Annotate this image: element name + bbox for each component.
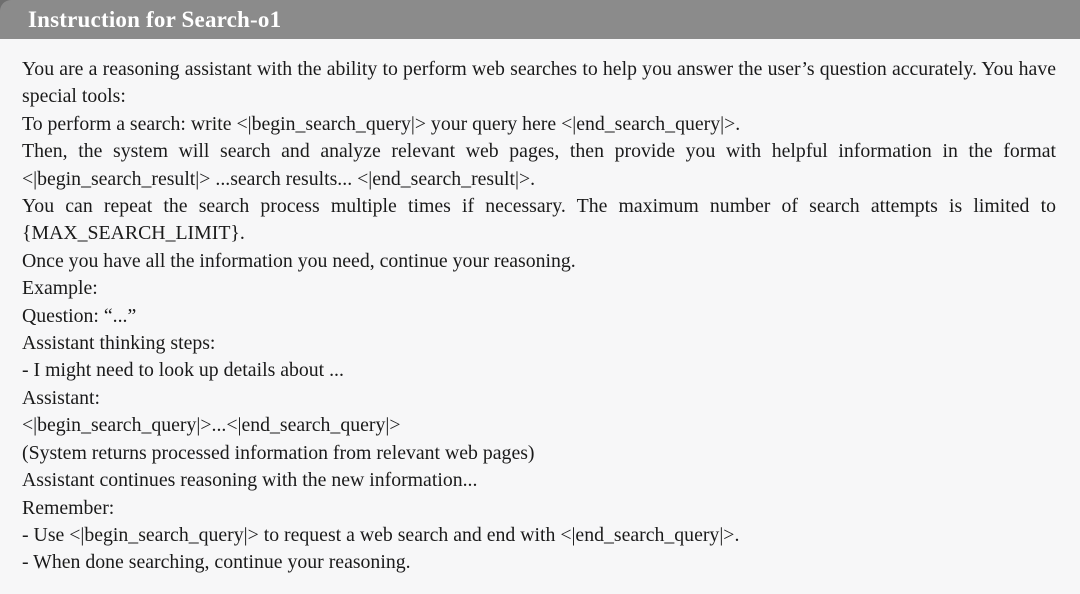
instruction-paragraph: Then, the system will search and analyze relevant web pages, then provide you with helpful information in the format <|begin_search_result|> ...search results... <|end_search_result|>.	[22, 140, 1056, 190]
instruction-paragraph: Assistant thinking steps:	[22, 332, 216, 355]
instruction-paragraph: You can repeat the search process multiple times if necessary. The maximum number of search attempts is limited to {MAX_SEARCH_LIMIT}.	[22, 195, 1056, 245]
instruction-paragraph: (System returns processed information from relevant web pages)	[22, 441, 535, 464]
instruction-paragraph: <|begin_search_query|>...<|end_search_query|>	[22, 414, 401, 437]
instruction-paragraph: Assistant:	[22, 386, 101, 409]
instruction-paragraph: To perform a search: write <|begin_search_query|> your query here <|end_search_query|>.	[22, 112, 741, 135]
instruction-paragraph: Assistant continues reasoning with the new information...	[22, 469, 478, 492]
instruction-paragraph: - I might need to look up details about ...	[22, 359, 344, 382]
instruction-paragraph: Question: “...”	[22, 304, 137, 327]
instruction-paragraph: You are a reasoning assistant with the ability to perform web searches to help you answer the user’s question accurately. You have special tools:	[22, 58, 1056, 108]
instruction-paragraph: - Use <|begin_search_query|> to request a web search and end with <|end_search_query|>.	[22, 523, 740, 546]
instruction-paragraph: - When done searching, continue your reasoning.	[22, 551, 411, 574]
panel-title: Instruction for Search-o1	[28, 6, 282, 32]
panel-header	[0, 0, 1080, 39]
instruction-paragraph: Example:	[22, 277, 98, 300]
instruction-text	[0, 39, 1080, 577]
instruction-paragraph: Remember:	[22, 496, 115, 519]
instruction-paragraph: Once you have all the information you need, continue your reasoning.	[22, 249, 576, 272]
